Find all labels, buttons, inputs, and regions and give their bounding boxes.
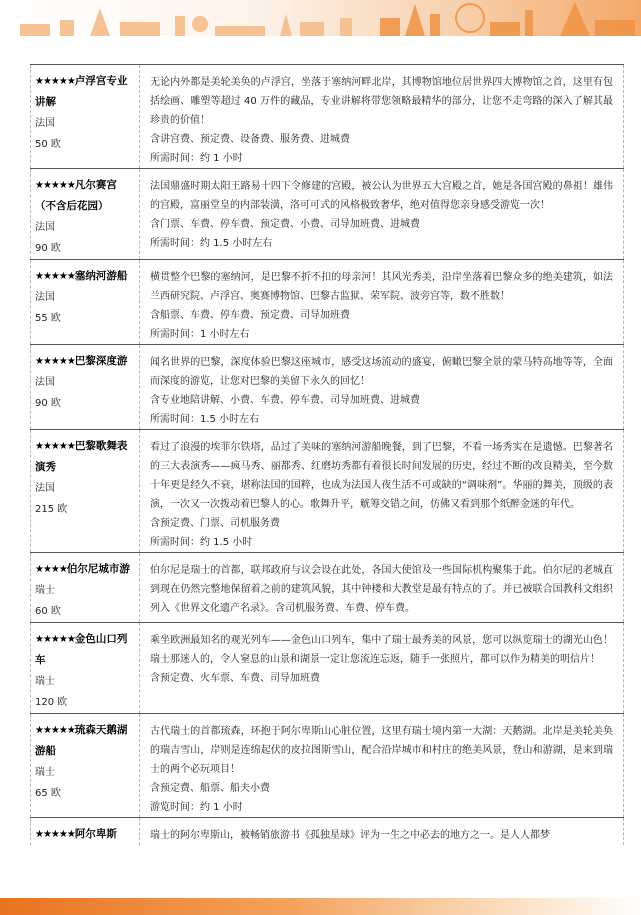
- tour-item-title: ★★★★★凡尔赛宫（不含后花园）: [35, 179, 117, 212]
- tour-item-country: 法国: [35, 377, 55, 388]
- rating-stars: ★★★★★: [35, 725, 75, 736]
- tour-item-details: [140, 714, 624, 818]
- rating-stars: ★★★★★: [35, 356, 75, 367]
- tour-item-includes: 含预定费、船票、船夫小费: [150, 783, 270, 794]
- tour-item-price: 120 欧: [35, 697, 68, 708]
- tour-item-description: 看过了浪漫的埃菲尔铁塔，品过了美味的塞纳河游船晚餐，到了巴黎，不看一场秀实在是遗憾。巴黎著名的三大表演秀——疯马秀、丽都秀、红磨坊秀都有着很长时间发展的历史，经过不断的改良精美，至今数十年更是经久不衰，堪称法国的国粹，也成为法国人夜生活不可或缺的“调味剂”。华丽的舞美，顶级的表演，一次又一次拨动着巴黎人的心。歌舞升平，觥筹交错之间，仿佛又看到那个纸醉金迷的年代。: [150, 442, 613, 510]
- tour-item-summary: [31, 818, 140, 846]
- tour-item-row: [31, 623, 624, 714]
- rating-stars: ★★★★★: [35, 76, 75, 87]
- tour-item-includes: 含预定费、门票、司机服务费: [150, 518, 280, 529]
- tour-item-row: [31, 65, 624, 169]
- rating-stars: ★★★★★: [35, 634, 75, 645]
- tour-item-details: [140, 430, 624, 553]
- tour-item-row: [31, 430, 624, 553]
- paris-skyline-icon: [0, 0, 641, 36]
- tour-item-title: ★★★★★巴黎歌舞表演秀: [35, 440, 128, 473]
- tour-item-row: [31, 345, 624, 430]
- rating-stars: ★★★★★: [35, 441, 75, 452]
- tour-item-details: [140, 818, 624, 846]
- tour-item-title: ★★★★★琉森天鹅湖游船: [35, 724, 128, 757]
- tour-item-price: 90 欧: [35, 398, 61, 409]
- rating-stars: ★★★★★: [35, 829, 75, 840]
- tour-item-includes: 含门票、车费、停车费、预定费、小费、司导加班费、进城费: [150, 219, 420, 230]
- tour-item-duration: 所需时间：约 1.5 小时左右: [150, 238, 273, 249]
- tour-item-row: [31, 553, 624, 623]
- tour-item-title: ★★★★★卢浮宫专业讲解: [35, 75, 128, 108]
- tour-item-price: 60 欧: [35, 606, 61, 617]
- tour-item-details: [140, 65, 624, 169]
- tour-item-price: 50 欧: [35, 139, 61, 150]
- tour-item-country: 法国: [35, 292, 55, 303]
- tour-item-details: [140, 623, 624, 714]
- tour-item-country: 法国: [35, 222, 55, 233]
- header-banner: [0, 0, 641, 36]
- tour-item-duration: 游览时间：约 1 小时: [150, 802, 243, 813]
- tour-item-price: 55 欧: [35, 313, 61, 324]
- tour-item-country: 瑞士: [35, 676, 55, 687]
- tour-item-summary: [31, 345, 140, 430]
- tour-item-summary: [31, 553, 140, 623]
- tour-item-description: 伯尔尼是瑞士的首都，联邦政府与议会设在此处，各国大使馆及一些国际机构聚集于此。伯尔尼的老城直到现在仍然完整地保留着之前的建筑风貌，其中钟楼和大教堂是最有特点的了。并已被联合国教科文组织列入《世界文化遗产名录》。含司机服务费、车费、停车费。: [150, 565, 613, 614]
- tour-item-title: ★★★★★金色山口列车: [35, 633, 128, 666]
- tour-item-summary: [31, 260, 140, 345]
- tour-item-summary: [31, 623, 140, 714]
- tour-item-title: ★★★★★巴黎深度游: [35, 355, 128, 367]
- rating-stars: ★★★★: [35, 564, 67, 575]
- tour-item-row: [31, 714, 624, 818]
- tour-item-details: [140, 260, 624, 345]
- tour-item-country: 法国: [35, 483, 55, 494]
- tour-item-title: ★★★★★阿尔卑斯: [35, 828, 117, 840]
- tour-item-title: ★★★★★塞纳河游船: [35, 270, 128, 282]
- tour-item-description: 乘坐欧洲最知名的观光列车——金色山口列车，集中了瑞士最秀美的风景，您可以纵览瑞士的湖光山色！瑞士那迷人的，令人窒息的山景和湖景一定让您流连忘返，随手一张照片，都可以作为精美的明信片！: [150, 635, 613, 665]
- tour-item-row: [31, 818, 624, 846]
- tour-item-includes: 含讲宫费、预定费、设备费、服务费、进城费: [150, 134, 350, 145]
- tour-item-price: 90 欧: [35, 243, 61, 254]
- tour-item-details: [140, 553, 624, 623]
- tour-item-details: [140, 169, 624, 260]
- tour-item-summary: [31, 430, 140, 553]
- tour-item-country: 法国: [35, 118, 55, 129]
- tour-item-price: 215 欧: [35, 504, 68, 515]
- tour-item-summary: [31, 714, 140, 818]
- tour-item-country: 瑞士: [35, 767, 55, 778]
- footer-band: [0, 898, 641, 915]
- tour-item-details: [140, 345, 624, 430]
- tour-item-row: [31, 260, 624, 345]
- rating-stars: ★★★★★: [35, 271, 75, 282]
- tour-item-summary: [31, 169, 140, 260]
- tour-item-includes: 含专业地陪讲解、小费、车费、停车费、司导加班费、进城费: [150, 395, 420, 406]
- tour-item-description: 闻名世界的巴黎，深度体验巴黎这座城市，感受这场流动的盛宴，俯瞰巴黎全景的蒙马特高地等等，全面而深度的游览，让您对巴黎的美留下永久的回忆！: [150, 357, 613, 387]
- rating-stars: ★★★★★: [35, 180, 75, 191]
- tour-item-includes: 含预定费、火车票、车费、司导加班费: [150, 673, 320, 684]
- tour-item-description: 横贯整个巴黎的塞纳河，是巴黎不折不扣的母亲河！其风光秀美，沿岸坐落着巴黎众多的绝美建筑，如法兰西研究院、卢浮宫、奥赛博物馆、巴黎古监狱、荣军院、波旁宫等，数不胜数！: [150, 272, 613, 302]
- tour-item-description: 无论内外都是美轮美奂的卢浮宫，坐落于塞纳河畔北岸，其博物馆地位居世界四大博物馆之首，这里有包括绘画、雕塑等超过 40 万件的藏品，专业讲解将带您领略最精华的部分，让您不走弯路的深入了解其最珍贵的价值！: [150, 77, 613, 126]
- tour-item-includes: 含船票、车费、停车费、预定费、司导加班费: [150, 310, 350, 321]
- tour-item-duration: 所需时间：约 1.5 小时: [150, 537, 253, 548]
- tour-item-country: 瑞士: [35, 585, 55, 596]
- tour-item-description: 瑞士的阿尔卑斯山，被畅销旅游书《孤独星球》评为一生之中必去的地方之一。是人人都梦: [150, 830, 550, 841]
- tour-item-description: 古代瑞士的首都琉森，环抱于阿尔卑斯山心脏位置，这里有瑞士境内第一大湖：天鹅湖。北岸是美轮美奂的瑞吉雪山，岸则是连绵起伏的皮拉图斯雪山，配合沿岸城市和村庄的绝美风景，登山和游湖，是来到瑞士的两个必玩项目！: [150, 726, 613, 775]
- tour-item-row: [31, 169, 624, 260]
- tour-item-summary: [31, 65, 140, 169]
- tour-item-duration: 所需时间：1 小时左右: [150, 329, 250, 340]
- tour-item-duration: 所需时间：约 1 小时: [150, 153, 243, 164]
- tour-item-duration: 所需时间：1.5 小时左右: [150, 414, 260, 425]
- tour-item-price: 65 欧: [35, 788, 61, 799]
- tour-item-description: 法国鼎盛时期太阳王路易十四下令修建的宫殿，被公认为世界五大宫殿之首，她是各国宫殿的鼻祖！雄伟的宫殿，富丽堂皇的内部装潢，洛可可式的风格极致奢华，绝对值得您亲身感受游览一次！: [150, 181, 613, 211]
- tour-items-table: [30, 64, 624, 845]
- tour-item-title: ★★★★伯尔尼城市游: [35, 563, 130, 575]
